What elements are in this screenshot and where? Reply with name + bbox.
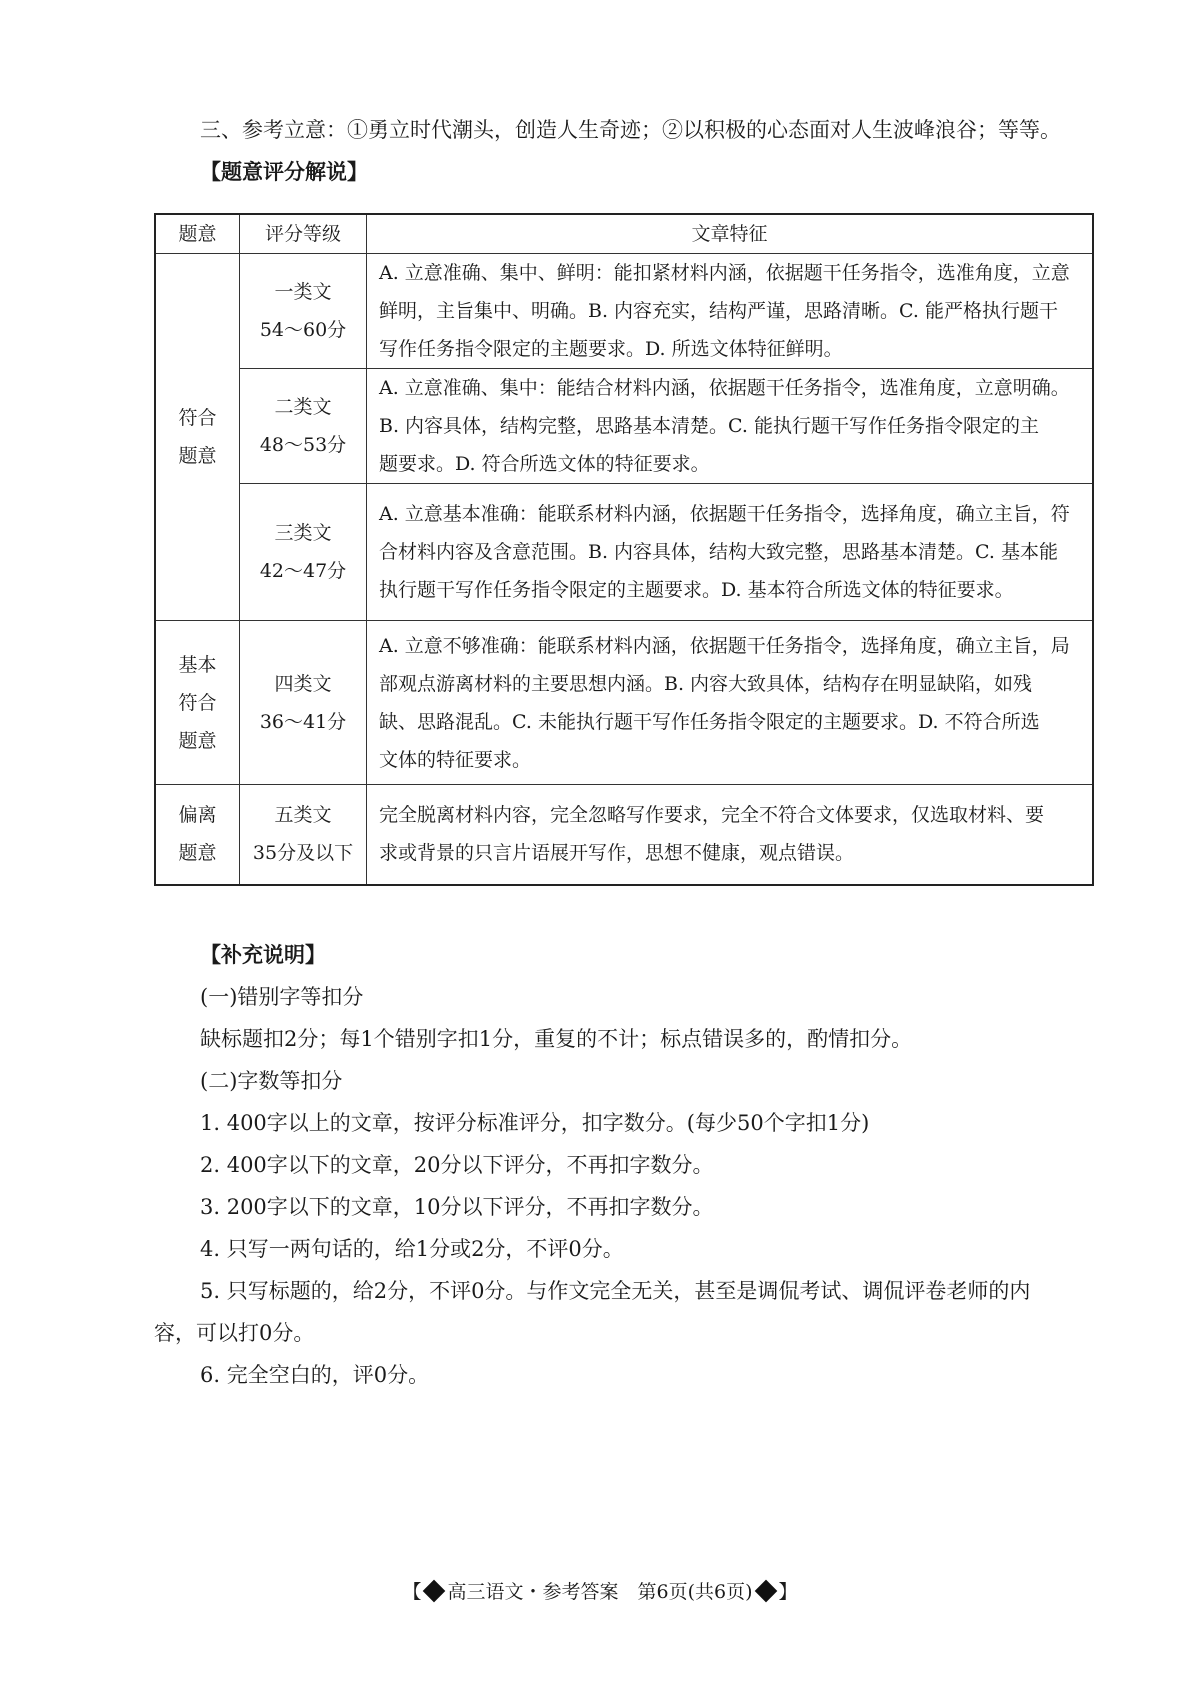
group-pianli: 偏离 题意 xyxy=(155,785,240,885)
header-topic: 题意 xyxy=(155,214,240,254)
grade-cell: 二类文 48～53分 xyxy=(240,369,367,484)
grade-cell: 五类文 35分及以下 xyxy=(240,785,367,885)
footer-bracket-right: 】 xyxy=(778,1581,798,1603)
typo-rules: 缺标题扣2分；每1个错别字扣1分，重复的不计；标点错误多的，酌情扣分。 xyxy=(200,1027,913,1051)
subheading-typos: (一)错别字等扣分 xyxy=(200,985,364,1009)
list-item-continuation: 容，可以打0分。 xyxy=(154,1321,315,1345)
footer-bracket-left: 【 xyxy=(402,1581,422,1603)
feature-cell: A. 立意准确、集中：能结合材料内涵，依据题干任务指令，选准角度，立意明确。 B. 内容具体，结构完整，思路基本清楚。C. 能执行题干写作任务指令限定的主 题要求。D. 符合所选文体的特征要求。 xyxy=(367,369,1094,484)
grade-cell: 三类文 42～47分 xyxy=(240,484,367,621)
list-item: 5. 只写标题的，给2分，不评0分。与作文完全无关，甚至是调侃考试、调侃评卷老师的内 xyxy=(200,1279,1031,1303)
footer-text: 高三语文・参考答案 第6页(共6页) xyxy=(447,1581,753,1603)
diamond-icon xyxy=(423,1580,446,1603)
table-row xyxy=(155,484,1093,621)
header-features: 文章特征 xyxy=(367,214,1094,254)
table-row xyxy=(155,621,1093,785)
scoring-table xyxy=(154,213,1094,886)
list-item: 4. 只写一两句话的，给1分或2分，不评0分。 xyxy=(200,1237,624,1261)
list-item: 6. 完全空白的，评0分。 xyxy=(200,1363,430,1387)
supplement-title: 【补充说明】 xyxy=(200,942,326,967)
group-fuhe: 符合 题意 xyxy=(155,254,240,621)
feature-cell: A. 立意准确、集中、鲜明：能扣紧材料内涵，依据题干任务指令，选准角度，立意 鲜明，主旨集中、明确。B. 内容充实，结构严谨，思路清晰。C. 能严格执行题干 写作任务指令限定的主题要求。D. 所选文体特征鲜明。 xyxy=(367,254,1094,369)
list-item: 2. 400字以下的文章，20分以下评分，不再扣字数分。 xyxy=(200,1153,714,1177)
list-item: 1. 400字以上的文章，按评分标准评分，扣字数分。(每少50个字扣1分) xyxy=(200,1111,870,1135)
feature-cell: A. 立意不够准确：能联系材料内涵，依据题干任务指令，选择角度，确立主旨，局 部观点游离材料的主要思想内涵。B. 内容大致具体，结构存在明显缺陷，如残 缺、思路混乱。C. 未能执行题干写作任务指令限定的主题要求。D. 不符合所选 文体的特征要求。 xyxy=(367,621,1094,785)
diamond-icon xyxy=(754,1580,777,1603)
table-row xyxy=(155,254,1093,369)
section-title-scoring: 【题意评分解说】 xyxy=(200,159,368,184)
grade-cell: 一类文 54～60分 xyxy=(240,254,367,369)
reference-theme-line: 三、参考立意：①勇立时代潮头，创造人生奇迹；②以积极的心态面对人生波峰浪谷；等等。 xyxy=(200,118,1061,142)
table-row xyxy=(155,369,1093,484)
table-row xyxy=(155,785,1093,885)
header-grade: 评分等级 xyxy=(240,214,367,254)
feature-cell: A. 立意基本准确：能联系材料内涵，依据题干任务指令，选择角度，确立主旨，符 合材料内容及含意范围。B. 内容具体，结构大致完整，思路基本清楚。C. 基本能 执行题干写作任务指令限定的主题要求。D. 基本符合所选文体的特征要求。 xyxy=(367,484,1094,621)
group-jiben: 基本 符合 题意 xyxy=(155,621,240,785)
grade-cell: 四类文 36～41分 xyxy=(240,621,367,785)
subheading-wordcount: (二)字数等扣分 xyxy=(200,1069,343,1093)
table-header-row xyxy=(155,214,1093,254)
list-item: 3. 200字以下的文章，10分以下评分，不再扣字数分。 xyxy=(200,1195,714,1219)
feature-cell: 完全脱离材料内容，完全忽略写作要求，完全不符合文体要求，仅选取材料、要 求或背景的只言片语展开写作，思想不健康，观点错误。 xyxy=(367,785,1094,885)
page-footer xyxy=(0,1580,1200,1604)
